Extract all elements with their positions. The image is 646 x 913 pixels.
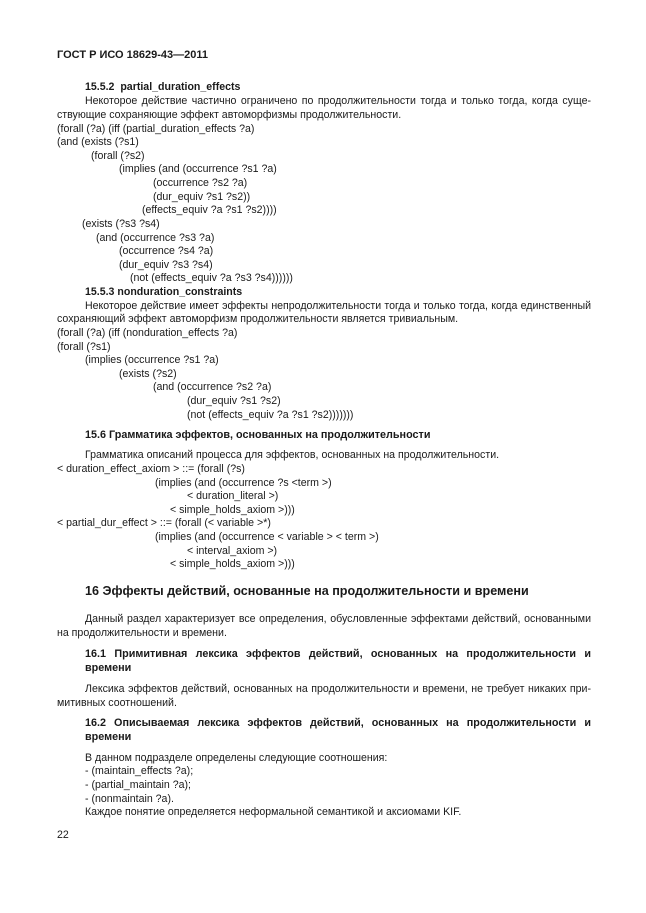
paragraph-line: Данный раздел характеризует все определения, обусловленные эффектами действий, основанными (85, 613, 591, 625)
chapter-heading-16: 16 Эффекты действий, основанные на продолжительности и времени (85, 584, 529, 598)
code-line: (implies (occurrence ?s1 ?a) (85, 354, 219, 366)
list-item: - (nonmaintain ?a). (85, 793, 174, 805)
list-item: - (maintain_effects ?a); (85, 765, 194, 777)
code-line: (exists (?s2) (119, 368, 177, 380)
code-line: (occurrence ?s4 ?a) (119, 245, 214, 257)
paragraph-line: Некоторое действие имеет эффекты непродолжительности тогда и только тогда, когда единственный (85, 300, 591, 312)
code-line: < duration_literal >) (187, 490, 279, 502)
paragraph-line: Каждое понятие определяется неформальной семантикой и аксиомами KIF. (85, 806, 462, 818)
code-line: (and (occurrence ?s2 ?a) (153, 381, 272, 393)
paragraph-line: ствующие сохраняющие эффект автоморфизмы продолжительности. (57, 109, 402, 121)
list-item: - (partial_maintain ?a); (85, 779, 191, 791)
paragraph-line: Лексика эффектов действий, основанных на продолжительности и времени, не требует никаких при- (85, 683, 591, 695)
code-line: (forall (?a) (iff (partial_duration_effects ?a) (57, 123, 255, 135)
section-heading-15-6: 15.6 Грамматика эффектов, основанных на продолжительности (85, 429, 431, 441)
code-line: (not (effects_equiv ?a ?s3 ?s4)))))) (130, 272, 293, 284)
paragraph-line: Грамматика описаний процесса для эффектов, основанных на продолжительности. (85, 449, 500, 461)
code-line: < simple_holds_axiom >))) (170, 504, 295, 516)
code-line: (dur_equiv ?s3 ?s4) (119, 259, 213, 271)
code-line: < duration_effect_axiom > ::= (forall (?s) (57, 463, 245, 475)
paragraph-line: В данном подразделе определены следующие соотношения: (85, 752, 388, 764)
code-line: < interval_axiom >) (187, 545, 278, 557)
section-heading-16-2-cont: времени (85, 731, 132, 743)
code-line: (implies (and (occurrence < variable > < term >) (155, 531, 379, 543)
code-line: (dur_equiv ?s1 ?s2)) (153, 191, 251, 203)
code-line: (not (effects_equiv ?a ?s1 ?s2))))))) (187, 409, 354, 421)
section-heading-15-5-3: 15.5.3 nonduration_constraints (85, 286, 243, 298)
code-line: < simple_holds_axiom >))) (170, 558, 295, 570)
code-line: (dur_equiv ?s1 ?s2) (187, 395, 281, 407)
section-heading-16-1: 16.1 Примитивная лексика эффектов действий, основанных на продолжительности и (85, 648, 591, 660)
paragraph-line: митивных соотношений. (57, 697, 177, 709)
code-line: (implies (and (occurrence ?s1 ?a) (119, 163, 277, 175)
section-heading-16-1-cont: времени (85, 662, 132, 674)
section-heading-15-5-2: 15.5.2 partial_duration_effects (85, 81, 241, 93)
code-line: (occurrence ?s2 ?a) (153, 177, 248, 189)
code-line: (forall (?s1) (57, 341, 111, 353)
paragraph-line: сохраняющий эффект автоморфизм продолжительности является тривиальным. (57, 313, 459, 325)
code-line: < partial_dur_effect > ::= (forall (< variable >*) (57, 517, 271, 529)
code-line: (effects_equiv ?a ?s1 ?s2)))) (142, 204, 277, 216)
page-number: 22 (57, 829, 69, 841)
code-line: (forall (?s2) (91, 150, 145, 162)
section-heading-16-2: 16.2 Описываемая лексика эффектов действий, основанных на продолжительности и (85, 717, 591, 729)
code-line: (exists (?s3 ?s4) (82, 218, 160, 230)
paragraph-line: на продолжительности и времени. (57, 627, 227, 639)
code-line: (and (occurrence ?s3 ?a) (96, 232, 215, 244)
code-line: (implies (and (occurrence ?s <term >) (155, 477, 332, 489)
paragraph-line: Некоторое действие частично ограничено по продолжительности тогда и только тогда, когда суще- (85, 95, 591, 107)
code-line: (and (exists (?s1) (57, 136, 139, 148)
code-line: (forall (?a) (iff (nonduration_effects ?a) (57, 327, 238, 339)
document-header: ГОСТ Р ИСО 18629-43—2011 (57, 49, 209, 61)
